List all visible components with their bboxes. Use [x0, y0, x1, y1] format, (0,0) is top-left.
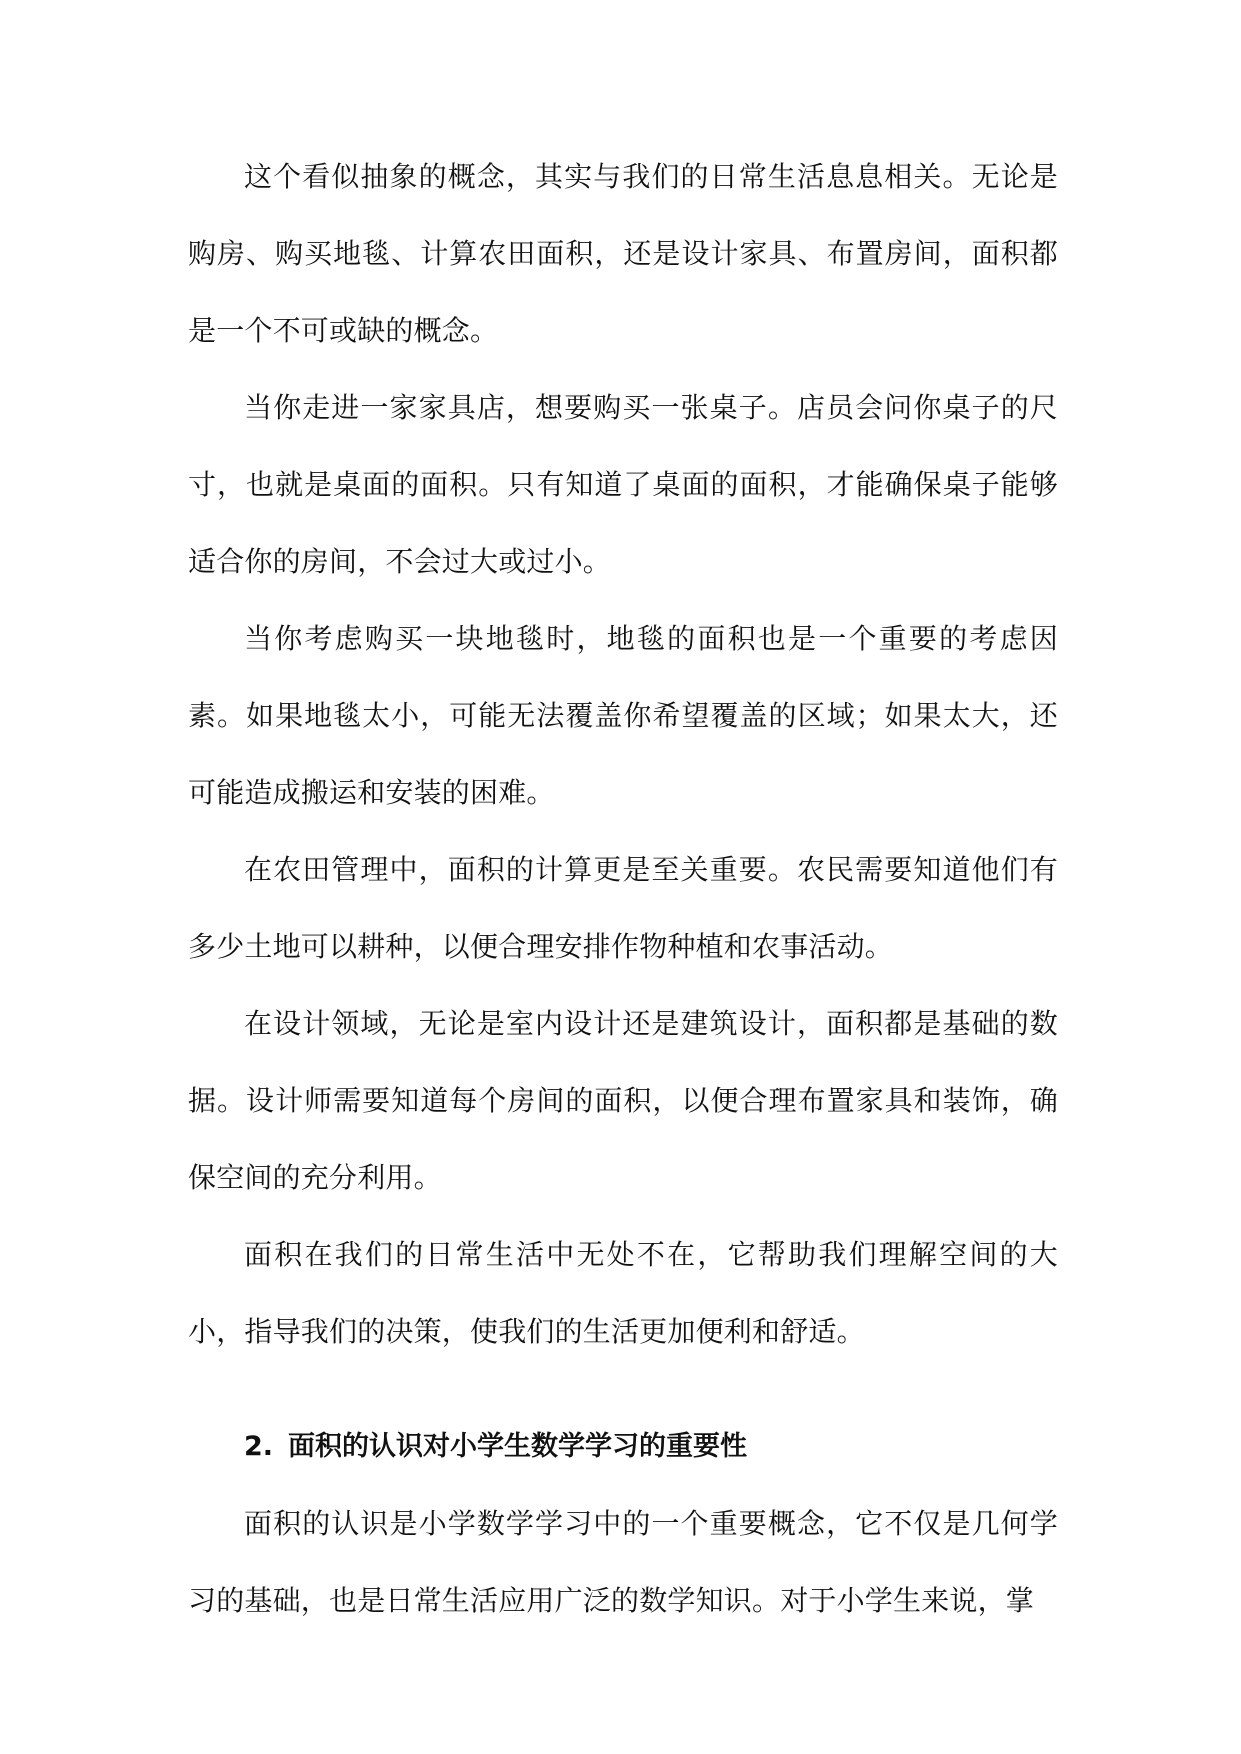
- paragraph-design: 在设计领域，无论是室内设计还是建筑设计，面积都是基础的数据。设计师需要知道每个房间的面积，以便合理布置家具和装饰，确保空间的充分利用。: [188, 1007, 1058, 1194]
- paragraph-furniture-store: 当你走进一家家具店，想要购买一张桌子。店员会问你桌子的尺寸，也就是桌面的面积。只有知道了桌面的面积，才能确保桌子能够适合你的房间，不会过大或过小。: [188, 391, 1058, 578]
- document-body: [188, 138, 1058, 1639]
- section-title: 面积的认识对小学生数学学习的重要性: [288, 1431, 747, 1462]
- paragraph-carpet: 当你考虑购买一块地毯时，地毯的面积也是一个重要的考虑因素。如果地毯太小，可能无法覆盖你希望覆盖的区域；如果太大，还可能造成搬运和安装的困难。: [188, 622, 1058, 809]
- paragraph-daily-life: 这个看似抽象的概念，其实与我们的日常生活息息相关。无论是购房、购买地毯、计算农田面积，还是设计家具、布置房间，面积都是一个不可或缺的概念。: [188, 160, 1058, 347]
- paragraph-section-intro: 面积的认识是小学数学学习中的一个重要概念，它不仅是几何学习的基础，也是日常生活应用广泛的数学知识。对于小学生来说，掌: [188, 1507, 1058, 1617]
- paragraph-farmland: 在农田管理中，面积的计算更是至关重要。农民需要知道他们有多少土地可以耕种，以便合理安排作物种植和农事活动。: [188, 853, 1058, 963]
- paragraph-summary: 面积在我们的日常生活中无处不在，它帮助我们理解空间的大小，指导我们的决策，使我们的生活更加便利和舒适。: [188, 1238, 1058, 1348]
- section-heading: [188, 1408, 1058, 1485]
- section-number: 2.: [244, 1431, 274, 1462]
